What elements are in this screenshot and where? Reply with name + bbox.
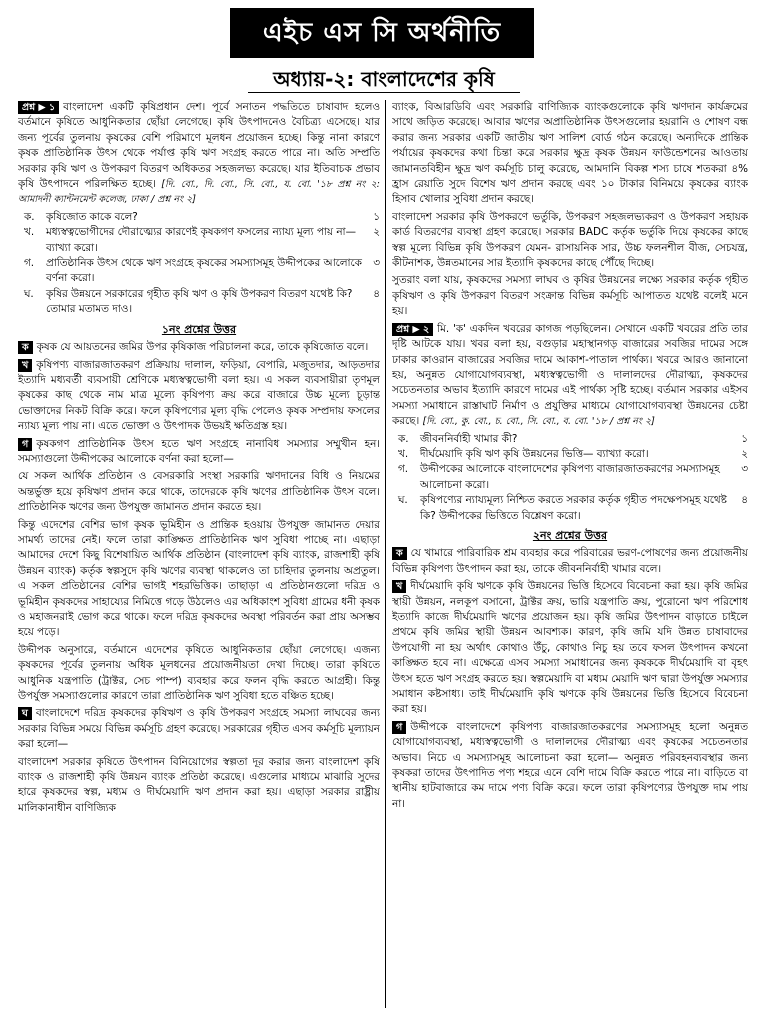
chapter-title: অধ্যায়-২: বাংলাদেশের কৃষি [273, 67, 495, 91]
answer-1-gha-conclusion: সুতরাং বলা যায়, কৃষকদের সমস্যা লাঘব ও কৃষির উন্নয়নের লক্ষ্যে সরকার কর্তৃক গৃহীত কৃষিঋণ ও কৃষি উপকরণ বিতরণ সংক্রান্ত বিভিন্ন কর্মসূচি আপাতত যথেষ্ট বলেই মনে হয়। [392, 274, 748, 318]
answer-1-gha-continued: ব্যাংক, বিআরডিবি এবং সরকারি বাণিজ্যিক ব্যাংকগুলোকে কৃষি ঋণদান কার্যক্রমের সাথে জড়িত করেছে। আবার ঋণের অপ্রাতিষ্ঠানিক উৎসগুলোর হয়রানি ও শোষণ বন্ধ করার জন্য সরকার একটি জাতীয় ঋণ সালিশ বোর্ড গঠন করেছে। অন্যদিকে প্রান্তিক পর্যায়ের কৃষকদের কথা চিন্তা করে সরকার ক্ষুদ্র কৃষক উন্নয়ন ফাউন্ডেশনের আওতায় জামানতবিহীন ক্ষুদ্র ঋণ কর্মসূচি চালু করেছে, আমদানি বিকল্প শস্য চাষে শতকরা ৪% হ্রাস রেয়াতি সুদে বিশেষ ঋণ প্রদান করছে এবং ১০ টাকার বিনিময়ে কৃষকের ব্যাংক হিসাব খোলার সুবিধা প্রদান করছে। [392, 101, 748, 206]
question-2-stem: মি. 'ক' একদিন খবরের কাগজ পড়ছিলেন। সেখানে একটি খবরের প্রতি তার দৃষ্টি আটকে যায়। খবর বলা হয়, বগুড়ার মহাস্থানগড় বাজারের সবজির দামের সঙ্গে ঢাকার কাওরান বাজারের সবজির দামে আকাশ-পাতাল পার্থক্য। খবরে আরও জানানো হয়, অনুন্নত যোগাযোগব্যবস্থা, মধ্যস্বত্বভোগী ও দালালদের দৌরাত্ম্য, কৃষকদের সচেতনতার অভাব ইত্যাদি কারণে দামের এই পার্থক্য সৃষ্টি হচ্ছে। বর্তমান সরকার এইসব সমস্যা সমাধানে রাস্তাঘাট নির্মাণ ও প্রযুক্তির মাধ্যমে যোগাযোগব্যবস্থা উন্নয়নের চেষ্টা করছে। [392, 322, 748, 428]
question-1 [18, 100, 380, 208]
answer-1-ga-para-4: উদ্দীপক অনুসারে, বর্তমানে এদেশের কৃষিতে আধুনিকতার ছোঁয়া লেগেছে। এজন্য কৃষকদের পূর্বের তুলনায় অধিক মূলধনের প্রয়োজনীয়তা দেখা দিচ্ছে। তারা কৃষিতে আধুনিক যন্ত্রপাতি (ট্রাক্টর, সেচ পাম্প) ব্যবহার করে ফলন বৃদ্ধি করতে আগ্রহী। কিন্তু উপর্যুক্ত সমস্যাগুলোর কারণে তারা প্রাতিষ্ঠানিক ঋণ সুবিধা হতে বঞ্চিত হচ্ছে। [18, 643, 380, 703]
answer-2-heading: ২নং প্রশ্নের উত্তর [532, 528, 608, 542]
part-marks: ৪ [373, 287, 380, 300]
part-text: জীবননির্বাহী খামার কী? [420, 432, 518, 445]
part-marks: ১ [741, 432, 748, 445]
question-1-stem: বাংলাদেশ একটি কৃষিপ্রধান দেশ। পূর্বে সনাতন পদ্ধতিতে চাষাবাদ হলেও বর্তমানে কৃষিতে আধুনিকতার ছোঁয়া লেগেছে। কৃষি উৎপাদনেও বৈচিত্র্য এসেছে। যার জন্য পূর্বের তুলনায় কৃষকের বেশি পরিমাণে মূলধন প্রয়োজন হচ্ছে। কিন্তু নানা কারণে কৃষক প্রাতিষ্ঠানিক উৎস থেকে পর্যাপ্ত কৃষি ঋণ সংগ্রহ করতে পারে না। অতি সম্প্রতি সরকার কৃষি ঋণ ও উপকরণ বিতরণ অধিকতর সহজলভ্য করেছে। যার ইতিবাচক প্রভাব কৃষি উৎপাদনে পরিলক্ষিত হচ্ছে। [18, 101, 380, 191]
part-marks: ৩ [373, 257, 380, 270]
answer-1-gha-para-2: বাংলাদেশ সরকার কৃষিতে উৎপাদন বিনিয়োগের স্বল্পতা দূর করার জন্য বাংলাদেশ কৃষি ব্যাংক ও রাজশাহী কৃষি উন্নয়ন ব্যাংক প্রতিষ্ঠা করেছে। এগুলোর মাধ্যমে মাঝারি সুদের হারে কৃষকদের স্বল্প, মধ্যম ও দীর্ঘমেয়াদি ঋণ প্রদান করা হয়। এছাড়া সরকার রাষ্ট্রীয় মালিকানাধীন বাণিজ্যিক [18, 755, 380, 814]
part-text: দীর্ঘমেয়াদি কৃষি ঋণ কৃষি উন্নয়নের ভিত্তি— ব্যাখ্যা করো। [420, 447, 649, 460]
answer-text: উদ্দীপকে বাংলাদেশে কৃষিপণ্য বাজারজাতকরণের সমস্যাসমূহ হলো অনুন্নত যোগাযোগব্যবস্থা, মধ্যস্বত্বভোগী ও দালালদের দৌরাত্ম্য এবং কৃষকের সচেতনতার অভাব। নিচে এ সমস্যাসমূহ আলোচনা করা হলো— অনুন্নত পরিবহনব্যবস্থার জন্য কৃষকরা তাদের উৎপাদিত পণ্য শহরে এনে বেশি দামে বিক্রি করতে পারে না। বাড়িতে বা স্থানীয় হাটবাজারে কম দামে পণ্য বিক্রি করে। ফলে তারা কৃষিপণ্যের উপযুক্ত দাম পায় না। [392, 720, 748, 810]
answer-1-ga-para-2: যে সকল আর্থিক প্রতিষ্ঠান ও বেসরকারি সংস্থা সরকারি ঋণদানের বিধি ও নিয়মের অন্তর্ভুক্ত হয়ে কৃষিঋণ প্রদান করে থাকে, তাদেরকে কৃষি ঋণের প্রাতিষ্ঠানিক উৎস বলে। প্রাতিষ্ঠানিক ঋণের জন্য উপযুক্ত জামানত প্রদান করতে হয়। [18, 470, 380, 514]
answer-tag: ক [392, 547, 407, 560]
right-column [392, 100, 748, 1010]
answer-text: কৃষকগণ প্রাতিষ্ঠানিক উৎস হতে ঋণ সংগ্রহে নানাবিধ সমস্যার সম্মুখীন হন। সমস্যাগুলো উদ্দীপকের আলোকে বর্ণনা করা হলো— [18, 437, 380, 465]
answer-1-ga [18, 437, 380, 468]
question-2 [392, 322, 748, 430]
question-2-part-ka [392, 432, 748, 447]
answer-1-ka [18, 340, 380, 355]
part-label: ঘ. [24, 287, 34, 300]
part-text: কৃষির উন্নয়নে সরকারের গৃহীত কৃষি ঋণ ও কৃষি উপকরণ বিতরণ যথেষ্ট কি? তোমার মতামত দাও। [46, 287, 353, 316]
answer-1-kha [18, 358, 380, 435]
answer-2-ka [392, 546, 748, 577]
part-marks: ৪ [741, 494, 748, 507]
answer-1-gha [18, 706, 380, 752]
answer-text: যে খামারে পারিবারিক শ্রম ব্যবহার করে পরিবারের ভরণ-পোষণের জন্য প্রয়োজনীয় বিভিন্ন কৃষিপণ্য উৎপাদন করা হয়, তাকে জীবননির্বাহী খামার বলে। [392, 547, 748, 575]
question-1-part-gha [18, 287, 380, 318]
left-column [18, 100, 380, 1010]
answer-1-gha-para-3: বাংলাদেশ সরকার কৃষি উপকরণে ভর্তুকি, উপকরণ সহজলভ্যকরণ ও উপকরণ সহায়ক কার্ড বিতরণের ব্যবস্থা গ্রহণ করেছে। সরকার BADC কর্তৃক ভর্তুকি দিয়ে কৃষকের কাছে স্বল্প মূল্যে বিভিন্ন কৃষি উপকরণ যেমন- রাসায়নিক সার, উচ্চ ফলনশীল বীজ, সেচযন্ত্র, কীটনাশক, উন্নতমানের সার ইত্যাদি কৃষকদের কাছে পৌঁছে দিচ্ছে। [392, 210, 748, 270]
question-2-part-kha [392, 447, 748, 462]
question-1-tag: প্রশ্ন ▶ ১ [18, 101, 59, 114]
answer-text: বাংলাদেশে দরিদ্র কৃষকদের কৃষিঋণ ও কৃষি উপকরণ সংগ্রহে সমস্যা লাঘবের জন্য সরকার বিভিন্ন সময়ে বিভিন্ন কর্মসূচি গ্রহণ করেছে। সরকারের গৃহীত এসব কর্মসূচি মূল্যায়ন করা হলো— [18, 707, 380, 751]
question-2-source: [দি. বো., কু. বো., চ. বো., সি. বো., ব. বো. '১৮ / প্রশ্ন নং ২] [422, 416, 655, 428]
answer-text: কৃষক যে আয়তনের জমির উপর কৃষিকাজ পরিচালনা করে, তাকে কৃষিজোত বলে। [36, 341, 369, 354]
part-text: মধ্যস্বত্বভোগীদের দৌরাত্ম্যের কারণেই কৃষকগণ ফসলের ন্যায্য মূল্য পায় না— ব্যাখ্যা করো। [46, 226, 356, 254]
question-2-part-ga [392, 462, 748, 493]
answer-text: কৃষিপণ্য বাজারজাতকরণ প্রক্রিয়ায় দালাল, ফড়িয়া, বেপারি, মজুতদার, আড়তদার ইত্যাদি মধ্যবর্তী ব্যবসায়ী শ্রেণিকে মধ্যস্বত্বভোগী বলা হয়। এ সকল ব্যবসায়ীরা তৃণমূল কৃষকের কাছ থেকে নাম মাত্র মূল্যে কৃষিপণ্য ক্রয় করে বাজারে উচ্চ মূল্যে চূড়ান্ত ভোক্তাদের নিকট বিক্রি করে। ফলে কৃষিপণ্যের মূল্য বৃদ্ধি পেলেও কৃষক সম্প্রদায় ফসলের ন্যায্য মূল্য পায় না। এতে ভোক্তা ও উৎপাদক উভয়ই ক্ষতিগ্রস্ত হয়। [18, 358, 380, 433]
part-text: উদ্দীপকের আলোকে বাংলাদেশের কৃষিপণ্য বাজারজাতকরণের সমস্যাসমূহ আলোচনা করো। [420, 463, 720, 491]
answer-1-ga-para-3: কিন্তু এদেশের বেশির ভাগ কৃষক ভূমিহীন ও প্রান্তিক হওয়ায় উপযুক্ত জামানত দেয়ার সামর্থ্য তাদের নেই। ফলে তারা কাঙ্ক্ষিত প্রাতিষ্ঠানিক ঋণ সুবিধা পাচ্ছে না। এছাড়া আমাদের দেশে কিছু বিশেষায়িত আর্থিক প্রতিষ্ঠান (বাংলাদেশ কৃষি ব্যাংক, রাজশাহী কৃষি উন্নয়ন ব্যাংক) কর্তৃক স্বল্পসুদে কৃষি ঋণের ব্যবস্থা থাকলেও তা চাহিদার তুলনায় অপ্রতুল। এ সকল প্রতিষ্ঠানের বেশির ভাগই শহরভিত্তিক। তাছাড়া এ প্রতিষ্ঠানগুলো দরিদ্র ও ভূমিহীন কৃষকদের সাহায্যের নিমিত্তে গড়ে উঠলেও এর অধিকাংশ সুবিধা গ্রামের ধনী কৃষক ও মহাজনরাই ভোগ করে থাকে। ফলে দরিদ্র কৃষকদের অবস্থা পরিবর্তন করা প্রায় অসম্ভব হয়ে পড়ে। [18, 518, 380, 639]
part-marks: ২ [741, 447, 748, 460]
question-1-part-kha [18, 225, 380, 256]
part-label: গ. [398, 463, 409, 476]
part-marks: ২ [373, 226, 380, 239]
answer-2-ga [392, 720, 748, 812]
answer-tag: গ [392, 721, 406, 734]
question-1-source: [দি. বো., দি. বো., সি. বো., য. বো. '১৮ প্রশ্ন নং ২: আমাদনী ক্যান্টনমেন্ট কলেজ, ঢাকা / প্রশ্ন নং ২] [18, 179, 380, 206]
part-marks: ৩ [741, 463, 748, 476]
answer-tag: খ [392, 580, 406, 593]
part-label: ক. [398, 432, 409, 445]
answer-text: দীর্ঘমেয়াদি কৃষি ঋণকে কৃষি উন্নয়নের ভিত্তি হিসেবে বিবেচনা করা হয়। কৃষি জমির স্থায়ী উন্নয়ন, নলকূপ বসানো, ট্রাক্টর ক্রয়, ভারি যন্ত্রপাতি ক্রয়, পুরোনো ঋণ পরিশোধ ইত্যাদি কাজে দীর্ঘমেয়াদি ঋণের প্রয়োজন হয়। কৃষি জমির উৎপাদন বাড়াতে চাইলে প্রথমে কৃষি জমির স্থায়ী উন্নয়ন আবশ্যক। কারণ, কৃষি জমি যদি উন্নত চাষাবাদের উপযোগী না হয় অর্থাৎ কোথাও উঁচু, কোথাও নিচু হয় তবে ফসল উৎপাদন কখনো কাঙ্ক্ষিত হবে না। এক্ষেত্রে এসব সমস্যা সমাধানের জন্য কৃষককে দীর্ঘমেয়াদি বা বৃহৎ উৎস হতে ঋণ সংগ্রহ করতে হয়। স্বল্পমেয়াদি বা মধ্যম মেয়াদি ঋণ দ্বারা উপর্যুক্ত সমস্যার সমাধান কষ্টসাধ্য। তাই দীর্ঘমেয়াদি কৃষি ঋণকে কৃষি উন্নয়নের ভিত্তি হিসেবে বিবেচনা করা হয়। [392, 580, 748, 716]
part-marks: ১ [373, 210, 380, 223]
chapter-underline [248, 92, 520, 93]
answer-tag: গ [18, 438, 32, 451]
answer-tag: ঘ [18, 707, 32, 720]
part-label: খ. [398, 447, 409, 460]
answer-tag: খ [18, 359, 32, 372]
answer-tag: ক [18, 341, 33, 354]
column-divider [385, 100, 386, 1008]
question-1-part-ka [18, 210, 380, 225]
part-text: প্রাতিষ্ঠানিক উৎস থেকে ঋণ সংগ্রহে কৃষকের সমস্যাসমূহ উদ্দীপকের আলোকে বর্ণনা করো। [46, 257, 362, 285]
part-label: ঘ. [398, 494, 408, 507]
answer-1-heading: ১নং প্রশ্নের উত্তর [161, 322, 237, 336]
part-text: কৃষিজোত কাকে বলে? [46, 210, 138, 223]
part-label: ক. [24, 210, 35, 223]
question-2-tag: প্রশ্ন ▶ ২ [392, 323, 433, 336]
part-label: গ. [24, 257, 35, 270]
question-2-part-gha [392, 493, 748, 524]
question-1-part-ga [18, 256, 380, 287]
answer-2-kha [392, 579, 748, 718]
part-text: কৃষিপণ্যের ন্যায্যমূল্য নিশ্চিত করতে সরকার কর্তৃক গৃহীত পদক্ষেপসমূহ যথেষ্ট কি? উদ্দীপকের ভিত্তিতে বিশ্লেষণ করো। [420, 494, 727, 522]
book-title: এইচ এস সি অর্থনীতি [230, 8, 534, 58]
part-label: খ. [24, 226, 35, 239]
